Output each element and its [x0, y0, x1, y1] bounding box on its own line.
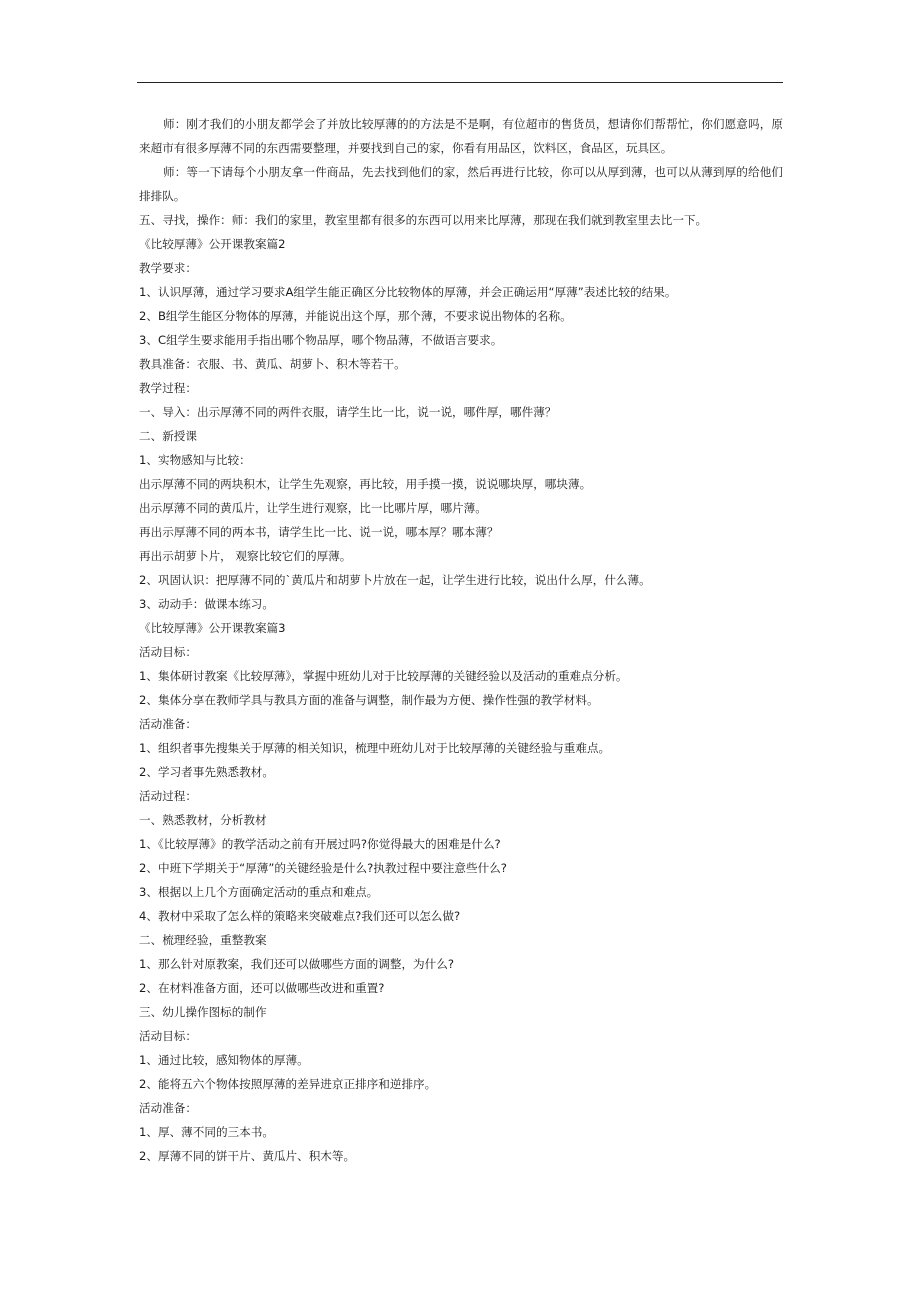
paragraph: 2、巩固认识：把厚薄不同的`黄瓜片和胡萝卜片放在一起，让学生进行比较，说出什么厚，什么薄。 [139, 573, 651, 587]
paragraph: 2、集体分享在教师学具与教具方面的准备与调整，制作最为方便、操作性强的教学材料。 [139, 693, 599, 707]
paragraph: 2、B组学生能区分物体的厚薄，并能说出这个厚，那个薄，不要求说出物体的名称。 [139, 309, 572, 323]
paragraph: 师：刚才我们的小朋友都学会了并放比较厚薄的的方法是不是啊，有位超市的售货员，想请你们帮帮忙，你们愿意吗，原来超市有很多厚薄不同的东西需要整理，并要找到自己的家，你看有用品区，饮料区，食品区，玩具区。 [139, 117, 783, 155]
paragraph: 教学过程： [139, 381, 197, 395]
paragraph: 一、导入：出示厚薄不同的两件衣服，请学生比一比，说一说，哪件厚，哪件薄？ [139, 405, 557, 419]
paragraph: 1、厚、薄不同的三本书。 [139, 1125, 274, 1139]
paragraph: 2、在材料准备方面，还可以做哪些改进和重置? [139, 981, 385, 995]
paragraph: 1、认识厚薄，通过学习要求A组学生能正确区分比较物体的厚薄，并会正确运用“厚薄”表述比较的结果。 [139, 285, 677, 299]
paragraph: 3、动动手：做课本练习。 [139, 597, 274, 611]
paragraph: 活动目标： [139, 645, 197, 659]
paragraph: 再出示厚薄不同的两本书，请学生比一比、说一说，哪本厚？哪本薄？ [139, 525, 499, 539]
paragraph: 3、C组学生要求能用手指出哪个物品厚，哪个物品薄，不做语言要求。 [139, 333, 503, 347]
document-body [139, 112, 783, 1168]
paragraph: 五、寻找，操作：师：我们的家里，教室里都有很多的东西可以用来比厚薄，那现在我们就到教室里去比一下。 [139, 213, 708, 227]
paragraph: 1、《比较厚薄》的教学活动之前有开展过吗?你觉得最大的困难是什么? [139, 837, 501, 851]
paragraph: 一、熟悉教材，分析教材 [139, 813, 267, 827]
paragraph: 师：等一下请每个小朋友拿一件商品，先去找到他们的家，然后再进行比较，你可以从厚到薄，也可以从薄到厚的给他们排排队。 [139, 165, 783, 203]
header-rule [137, 82, 783, 83]
paragraph: 教学要求： [139, 261, 197, 275]
paragraph: 《比较厚薄》公开课教案篇3 [139, 621, 286, 635]
paragraph: 3、根据以上几个方面确定活动的重点和难点。 [139, 885, 379, 899]
paragraph: 1、实物感知与比较： [139, 453, 251, 467]
paragraph: 2、厚薄不同的饼干片、黄瓜片、积木等。 [139, 1149, 356, 1163]
paragraph: 二、梳理经验，重整教案 [139, 933, 267, 947]
paragraph: 活动目标： [139, 1029, 197, 1043]
paragraph: 1、通过比较，感知物体的厚薄。 [139, 1053, 309, 1067]
paragraph: 4、教材中采取了怎么样的策略来突破难点?我们还可以怎么做? [139, 909, 461, 923]
paragraph: 《比较厚薄》公开课教案篇2 [139, 237, 286, 251]
paragraph: 2、中班下学期关于“厚薄”的关键经验是什么?执教过程中要注意些什么? [139, 861, 507, 875]
paragraph: 活动过程： [139, 789, 197, 803]
paragraph: 出示厚薄不同的黄瓜片，让学生进行观察，比一比哪片厚，哪片薄。 [139, 501, 487, 515]
paragraph: 1、集体研讨教案《比较厚薄》，掌握中班幼儿对于比较厚薄的关键经验以及活动的重难点分析。 [139, 669, 628, 683]
paragraph: 活动准备： [139, 1101, 197, 1115]
paragraph: 二、新授课 [139, 429, 197, 443]
paragraph: 三、幼儿操作图标的制作 [139, 1005, 267, 1019]
paragraph: 2、能将五六个物体按照厚薄的差异进京正排序和逆排序。 [139, 1077, 437, 1091]
paragraph: 活动准备： [139, 717, 197, 731]
paragraph: 1、组织者事先搜集关于厚薄的相关知识，梳理中班幼儿对于比较厚薄的关键经验与重难点。 [139, 741, 611, 755]
paragraph: 再出示胡萝卜片， 观察比较它们的厚薄。 [139, 549, 352, 563]
paragraph: 出示厚薄不同的两块积木，让学生先观察，再比较，用手摸一摸，说说哪块厚，哪块薄。 [139, 477, 592, 491]
paragraph: 2、学习者事先熟悉教材。 [139, 765, 274, 779]
paragraph: 教具准备：衣服、书、黄瓜、胡萝卜、积木等若干。 [139, 357, 406, 371]
paragraph: 1、那么针对原教案，我们还可以做哪些方面的调整，为什么? [139, 957, 454, 971]
